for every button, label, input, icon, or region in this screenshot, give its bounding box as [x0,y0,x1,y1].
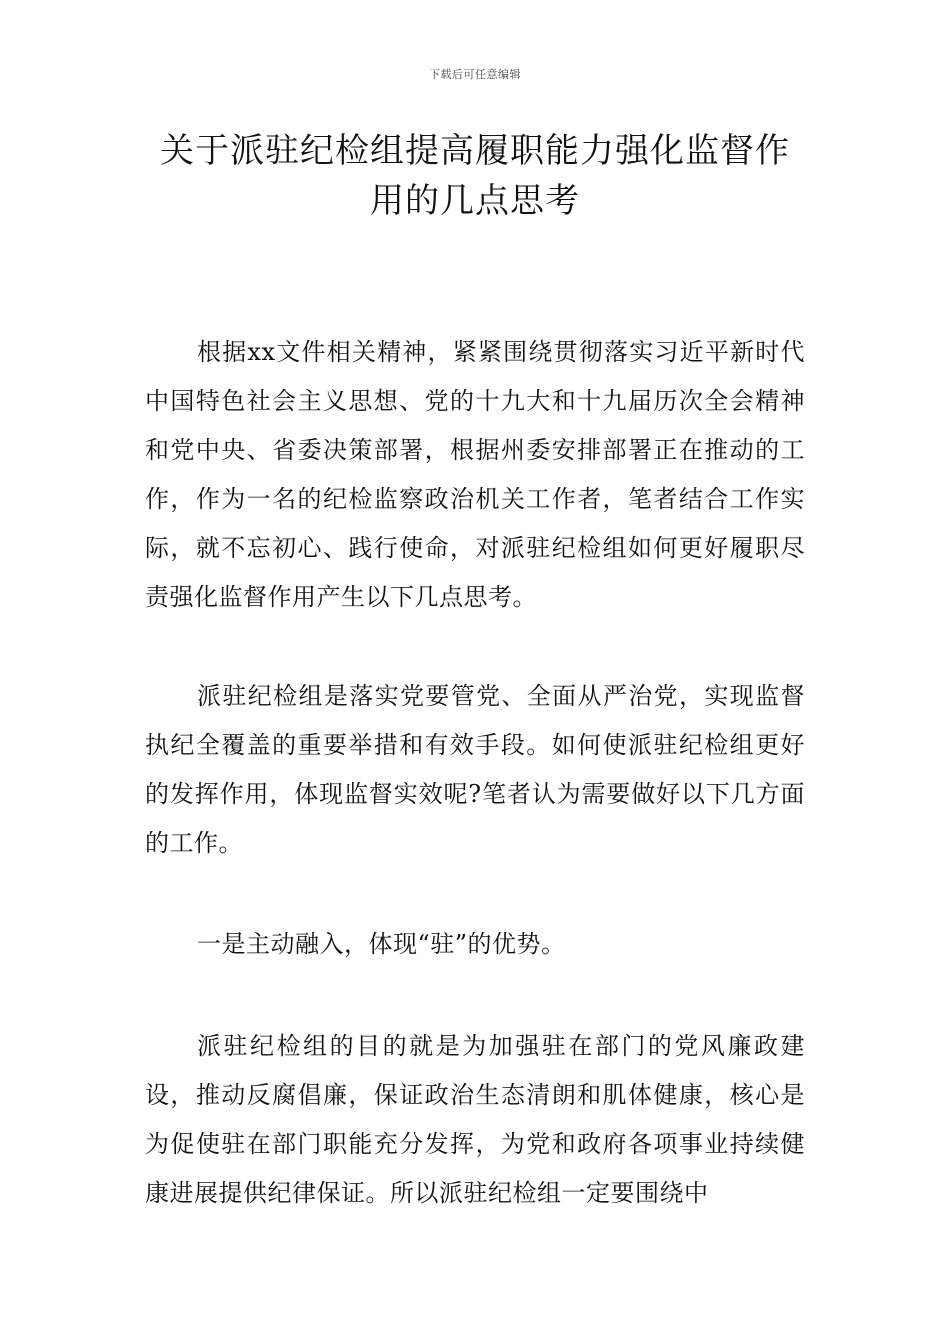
paragraph-purpose: 派驻纪检组是落实党要管党、全面从严治党，实现监督执纪全覆盖的重要举措和有效手段。如何使派驻纪检组更好的发挥作用，体现监督实效呢?笔者认为需要做好以下几方面的工作。 [145,682,805,857]
paragraph-point-one-heading: 一是主动融入，体现“驻”的优势。 [197,930,566,958]
paragraph-point-one-body: 派驻纪检组的目的就是为加强驻在部门的党风廉政建设，推动反腐倡廉，保证政治生态清朗和肌体健康，核心是为促使驻在部门职能充分发挥，为党和政府各项事业持续健康进展提供纪律保证。所以派驻纪检组一定要围绕中 [145,1032,805,1207]
document-title: 关于派驻纪检组提高履职能力强化监督作用的几点思考 [160,131,790,221]
paragraph-intro: 根据xx文件相关精神，紧紧围绕贯彻落实习近平新时代中国特色社会主义思想、党的十九大和十九届历次全会精神和党中央、省委决策部署，根据州委安排部署正在推动的工作，作为一名的纪检监察政治机关工作者，笔者结合工作实际，就不忘初心、践行使命，对派驻纪检组如何更好履职尽责强化监督作用产生以下几点思考。 [145,338,805,611]
edit-note-header: 下载后可任意编辑 [429,68,521,81]
